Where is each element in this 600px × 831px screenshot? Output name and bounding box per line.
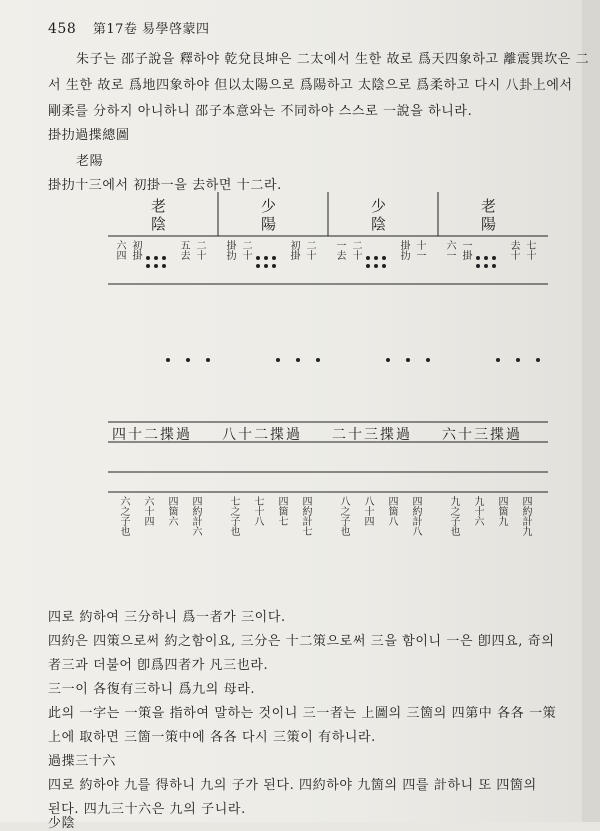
- guoshe-band: 四十二揲過: [112, 427, 192, 443]
- paragraph-line: 四로 約하여 三分하니 爲一者가 三이다.: [48, 610, 286, 625]
- top-label: 一掛: [460, 240, 471, 260]
- paragraph-line: 四約은 四策으로써 約之함이요, 三分은 十二策으로써 三을 함이니 一은 卽四요, 奇의: [48, 634, 555, 649]
- top-label: 二十: [304, 240, 315, 260]
- column-title: 老陰: [149, 198, 167, 234]
- top-label: 六一: [444, 240, 455, 260]
- guale-diagram: [108, 192, 548, 604]
- guoshe-band: 二十三揲過: [332, 427, 412, 443]
- top-label: 去十: [508, 240, 519, 260]
- bottom-label: 四箇八: [386, 496, 397, 526]
- top-label: 十一: [414, 240, 425, 260]
- paragraph-line: 三一이 各復有三하니 爲九의 母라.: [48, 682, 256, 697]
- paragraph-line: 朱子는 邵子說을 釋하야 乾兌艮坤은 二太에서 生한 故로 爲天四象하고 離震巽坎은 二: [76, 52, 590, 67]
- subheading: 老陽: [76, 154, 104, 169]
- column-title: 老陽: [479, 198, 497, 234]
- section-title: 掛扐過揲總圖: [48, 128, 130, 143]
- bottom-label: 四約計八: [410, 496, 421, 536]
- bottom-label: 七之子也: [228, 496, 239, 536]
- page-number: 458: [48, 21, 77, 37]
- top-label: 二十: [194, 240, 205, 260]
- top-label: 初掛: [130, 240, 141, 260]
- bottom-label: 四箇六: [166, 496, 177, 526]
- adjacent-page-edge: [582, 0, 600, 822]
- top-label: 掛扐: [224, 240, 235, 260]
- guoshe-band: 八十二揲過: [222, 427, 302, 443]
- paragraph-line: 此의 一字는 一策을 指하여 말하는 것이니 三一者는 上圖의 三箇의 四第中 各各 一策: [48, 706, 557, 721]
- column-title: 少陰: [369, 198, 387, 234]
- guoshe-band: 六十三揲過: [442, 427, 522, 443]
- top-label: 初掛: [288, 240, 299, 260]
- paragraph-line: 된다. 四九三十六은 九의 子니라.: [48, 802, 246, 817]
- top-label: 七十: [524, 240, 535, 260]
- dot-row: [166, 358, 540, 362]
- bottom-label: 四箇七: [276, 496, 287, 526]
- top-label: 二十: [240, 240, 251, 260]
- page-header: [48, 18, 210, 37]
- bottom-label: 六之子也: [118, 496, 129, 536]
- bottom-label: 四箇九: [496, 496, 507, 526]
- paragraph-line: 剛柔를 分하지 아니하니 邵子本意와는 不同하야 스스로 一說을 하니라.: [48, 104, 473, 119]
- bottom-label: 四約計七: [300, 496, 311, 536]
- top-label: 六四: [114, 240, 125, 260]
- bottom-label: 八之子也: [338, 496, 349, 536]
- top-label: 五去: [178, 240, 189, 260]
- bottom-label: 九之子也: [448, 496, 459, 536]
- top-label: 一去: [334, 240, 345, 260]
- subheading: 少陰: [48, 816, 76, 831]
- top-label: 掛扐: [398, 240, 409, 260]
- bottom-label: 六十四: [142, 496, 153, 526]
- column-title: 少陽: [259, 198, 277, 234]
- paragraph-line: 掛扐十三에서 初掛一을 去하면 十二라.: [48, 178, 282, 193]
- bottom-label: 九十六: [472, 496, 483, 526]
- running-title: 第17卷 易學啓蒙四: [92, 22, 210, 37]
- paragraph-line: 서 生한 故로 爲地四象하야 但以太陽으로 爲陽하고 太陰으로 爲柔하고 다시 八卦上에서: [48, 78, 573, 93]
- diagram-lines: [108, 192, 548, 604]
- paragraph-line: 四로 約하야 九를 得하니 九의 子가 된다. 四約하야 九箇의 四를 計하니 또 四箇의: [48, 778, 537, 793]
- bottom-label: 七十八: [252, 496, 263, 526]
- bottom-label: 四約計六: [190, 496, 201, 536]
- paragraph-line: 上에 取하면 三箇一策中에 各各 다시 三策이 有하니라.: [48, 730, 376, 745]
- bottom-label: 四約計九: [520, 496, 531, 536]
- top-label: 二十: [350, 240, 361, 260]
- paragraph-line: 者三과 더불어 卽爲四者가 凡三也라.: [48, 658, 269, 673]
- subheading: 過揲三十六: [48, 754, 117, 769]
- bottom-label: 八十四: [362, 496, 373, 526]
